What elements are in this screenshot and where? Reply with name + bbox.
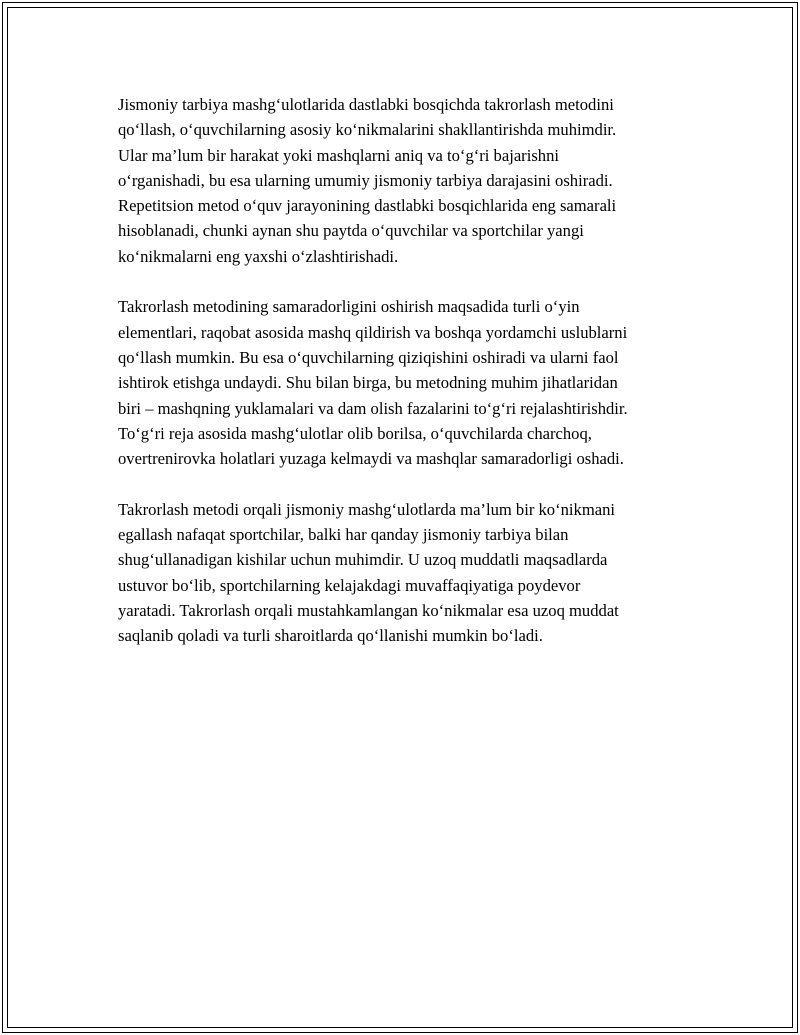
paragraph-1: Jismoniy tarbiya mashg‘ulotlarida dastlabki bosqichda takrorlash metodini qo‘llash, o‘quvchilarning asosiy ko‘nikmalarini shakllantirishda muhimdir. Ular ma’lum bir harakat yoki mashqlarni aniq va to‘g‘ri bajarishni o‘rganishadi, bu esa ularning umumiy jismoniy tarbiya darajasini oshiradi. Repetitsion metod o‘quv jarayonining dastlabki bosqichlarida eng samarali hisoblanadi, chunki aynan shu paytda o‘quvchilar va sportchilar yangi ko‘nikmalarni eng yaxshi o‘zlashtirishadi. (118, 95, 617, 266)
paragraph-3: Takrorlash metodi orqali jismoniy mashg‘ulotlarda ma’lum bir ko‘nikmani egallash nafaqat sportchilar, balki har qanday jismoniy tarbiya bilan shug‘ullanadigan kishilar uchun muhimdir. U uzoq muddatli maqsadlarda ustuvor bo‘lib, sportchilarning kelajakdagi muvaffaqiyatiga poydevor yaratadi. Takrorlash orqali mustahkamlangan ko‘nikmalar esa uzoq muddat saqlanib qoladi va turli sharoitlarda qo‘llanishi mumkin bo‘ladi. (118, 499, 619, 646)
paragraph-2: Takrorlash metodining samaradorligini oshirish maqsadida turli o‘yin elementlari, raqobat asosida mashq qildirish va boshqa yordamchi uslublarni qo‘llash mumkin. Bu esa o‘quvchilarning qiziqishini oshiradi va ularni faol ishtirok etishga undaydi. Shu bilan birga, bu metodning muhim jihatlaridan biri – mashqning yuklamalari va dam olish fazalarini to‘g‘ri rejalashtirishdir. To‘g‘ri reja asosida mashg‘ulotlar olib borilsa, o‘quvchilarda charchoq, overtrenirovka holatlari yuzaga kelmaydi va mashqlar samaradorligi oshadi. (118, 297, 628, 469)
document-body (118, 92, 708, 674)
